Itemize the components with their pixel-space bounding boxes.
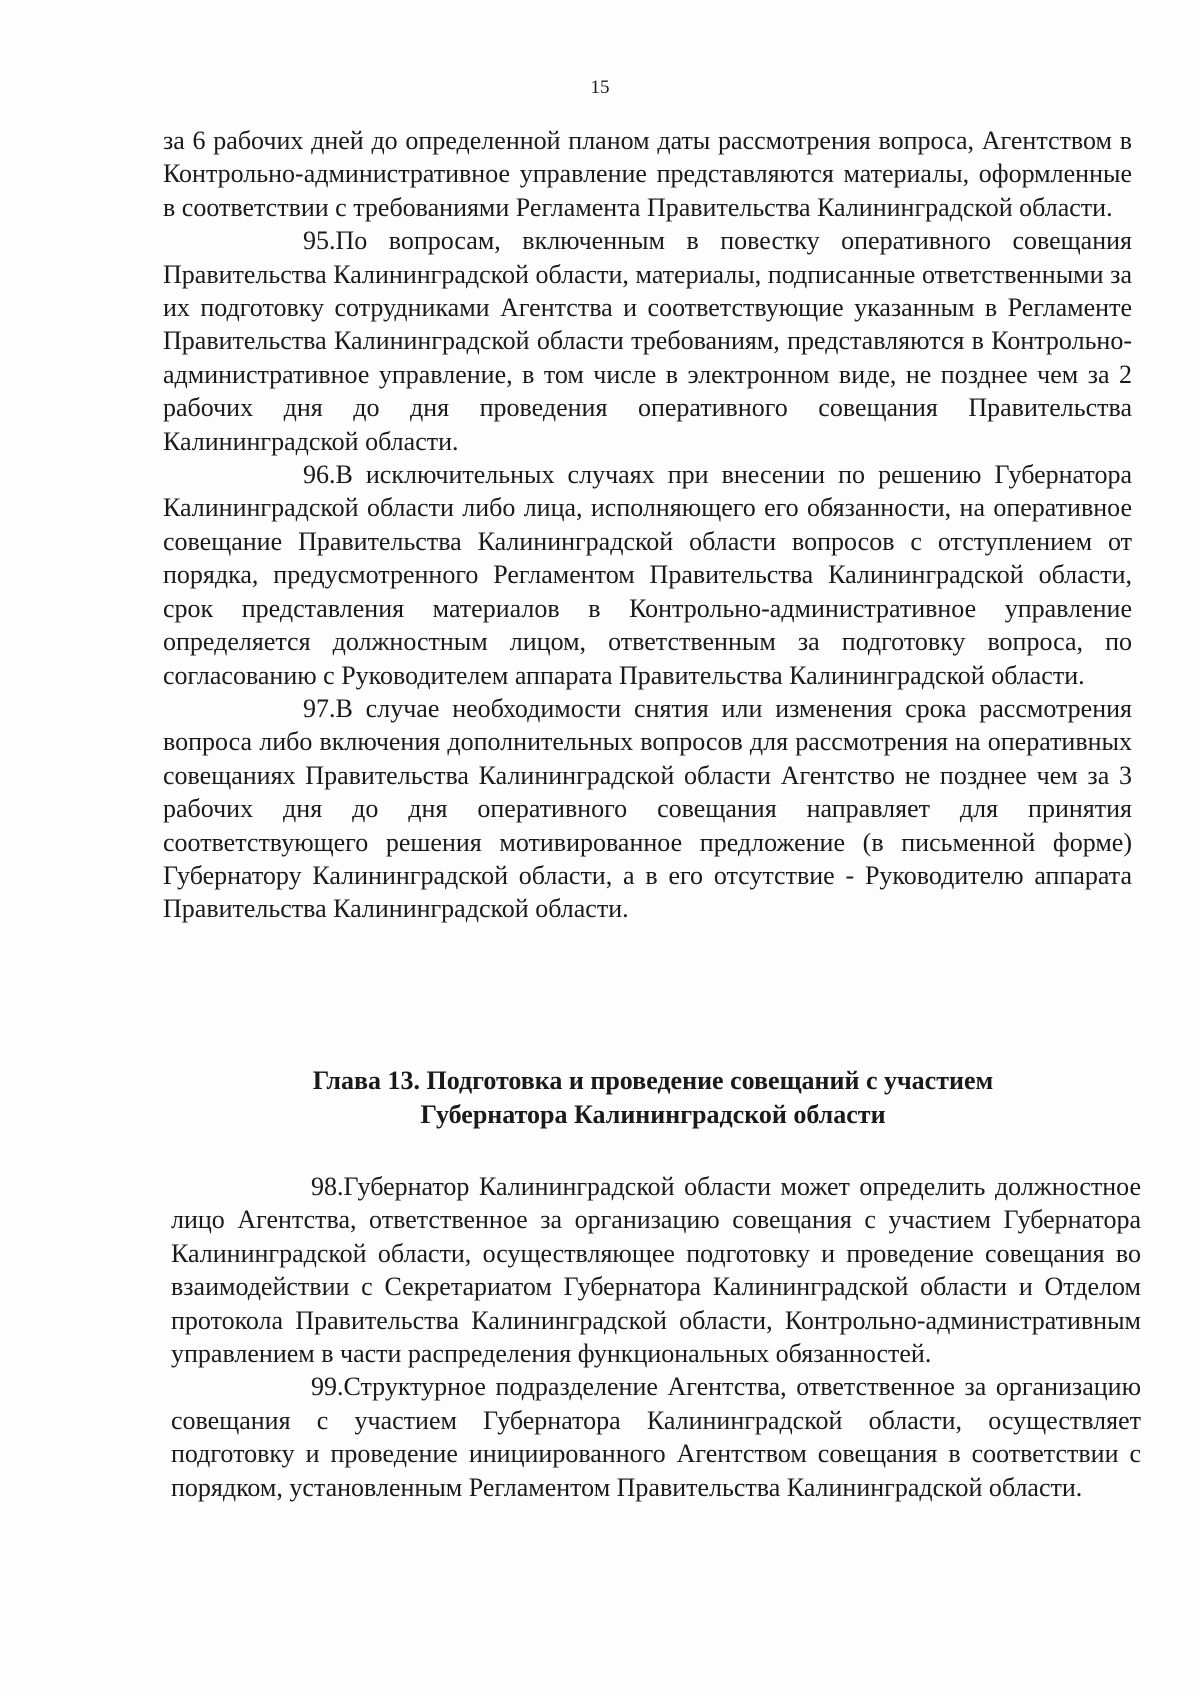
paragraph-text: В случае необходимости снятия или изменения срока рассмотрения вопроса либо включения дополнительных вопросов для рассмотрения на оперативных совещаниях Правительства Калининградской области Агентство не позднее чем за 3 рабочих дня до дня оперативного совещания направляет для принятия соответствующего решения мотивированное предложение (в письменной форме) Губернатору Калининградской области, а в его отсутствие - Руководителю аппарата Правительства Калининградской области. [163, 693, 1132, 924]
paragraph-continuation: за 6 рабочих дней до определенной планом даты рассмотрения вопроса, Агентством в Контрольно-административное управление представляются материалы, оформленные в соответствии с требованиями Регламента Правительства Калининградской области. [163, 126, 1132, 222]
paragraph-number: 98. [311, 1172, 344, 1201]
paragraph-text: По вопросам, включенным в повестку оперативного совещания Правительства Калининградской области, материалы, подписанные ответственными за их подготовку сотрудниками Агентства и соответствующие указанным в Регламенте Правительства Калининградской области требованиям, представляются в Контрольно-административное управление, в том числе в электронном виде, не позднее чем за 2 рабочих дня до дня проведения оперативного совещания Правительства Калининградской области. [163, 226, 1132, 456]
paragraph-text: В исключительных случаях при внесении по решению Губернатора Калининградской области либо лица, исполняющего его обязанности, на оперативное совещание Правительства Калининградской области вопросов с отступлением от порядка, предусмотренного Регламентом Правительства Калининградской области, срок представления материалов в Контрольно-административное управление определяется должностным лицом, ответственным за подготовку вопроса, по согласованию с Руководителем аппарата Правительства Калининградской области. [163, 460, 1132, 690]
paragraph-number: 96. [303, 460, 336, 490]
chapter-heading-line-1: Глава 13. Подготовка и проведение совещаний с участием [312, 1066, 994, 1095]
paragraph-number: 97. [303, 693, 336, 723]
paragraph-95 [163, 224, 1132, 458]
text-block-lower [171, 1170, 1141, 1504]
paragraph-number: 99. [311, 1372, 344, 1402]
page-number: 15 [590, 77, 610, 98]
paragraph-number: 95. [303, 226, 336, 256]
paragraph-96 [163, 458, 1132, 692]
paragraph-text: Структурное подразделение Агентства, ответственное за организацию совещания с участием Губернатора Калининградской области, осуществляет подготовку и проведение инициированного Агентством совещания в соответствии с порядком, установленным Регламентом Правительства Калининградской области. [171, 1372, 1141, 1502]
paragraph-98 [171, 1170, 1141, 1370]
paragraph-99 [171, 1370, 1141, 1504]
paragraph-97 [163, 692, 1132, 926]
chapter-heading [163, 1064, 1143, 1132]
text-block-upper [163, 124, 1132, 926]
chapter-heading-line-2: Губернатора Калининградской области [420, 1100, 886, 1129]
paragraph-text: Губернатор Калининградской области может определить должностное лицо Агентства, ответственное за организацию совещания с участием Губернатора Калининградской области, осуществляющее подготовку и проведение совещания во взаимодействии с Секретариатом Губернатора Калининградской области и Отделом протокола Правительства Калининградской области, Контрольно-административным управлением в части распределения функциональных обязанностей. [171, 1172, 1141, 1369]
